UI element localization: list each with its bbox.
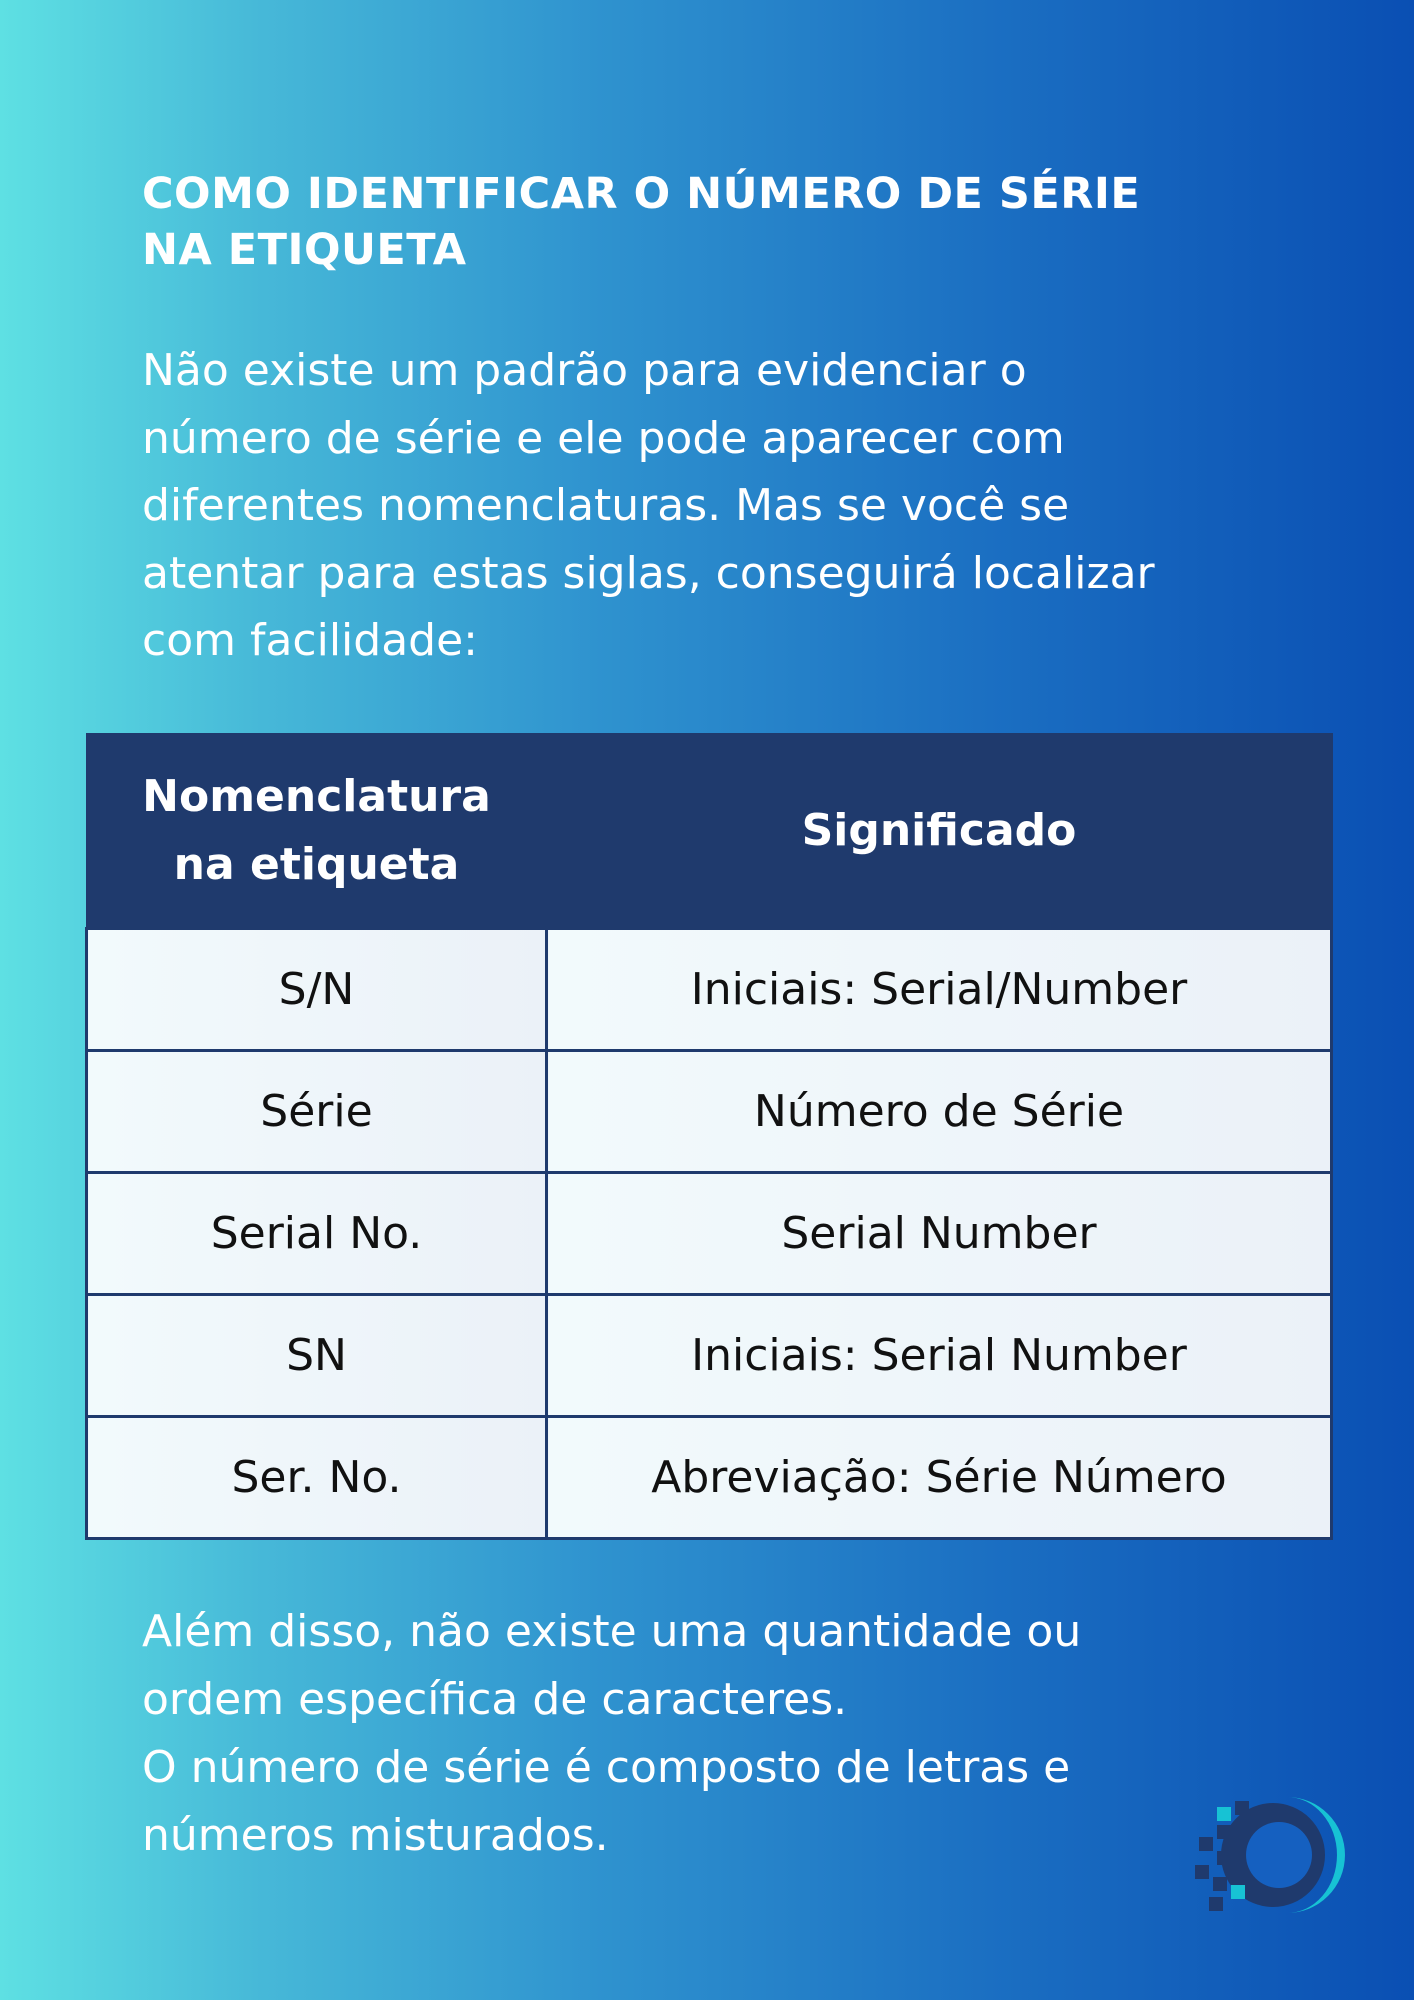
cell-meaning: Serial Number	[547, 1173, 1332, 1295]
header-meaning: Significado	[547, 734, 1332, 929]
cell-nomenclature: S/N	[87, 929, 547, 1051]
intro-paragraph: Não existe um padrão para evidenciar o número de série e ele pode aparecer com diferentes nomenclaturas. Mas se você se atentar para estas siglas, conseguirá localizar com facilidade:	[142, 345, 1155, 666]
header-nomenclature: Nomenclatura na etiqueta	[87, 734, 547, 929]
pixel-ring-logo-icon	[1195, 1793, 1350, 1918]
table-header-row	[87, 734, 1332, 929]
cell-nomenclature: Série	[87, 1051, 547, 1173]
nomenclature-table	[85, 733, 1333, 1540]
page-title: COMO IDENTIFICAR O NÚMERO DE SÉRIE NA ETIQUETA	[142, 169, 1141, 275]
cell-meaning: Iniciais: Serial Number	[547, 1295, 1332, 1417]
cell-nomenclature: SN	[87, 1295, 547, 1417]
table-row	[87, 1173, 1332, 1295]
table-row	[87, 1051, 1332, 1173]
cell-meaning: Iniciais: Serial/Number	[547, 929, 1332, 1051]
table-row	[87, 1417, 1332, 1539]
table-row	[87, 929, 1332, 1051]
cell-nomenclature: Serial No.	[87, 1173, 547, 1295]
cell-meaning: Número de Série	[547, 1051, 1332, 1173]
outro-paragraph: Além disso, não existe uma quantidade ou ordem específica de caracteres. O número de série é composto de letras e números misturados.	[142, 1606, 1082, 1861]
cell-meaning: Abreviação: Série Número	[547, 1417, 1332, 1539]
table-row	[87, 1295, 1332, 1417]
cell-nomenclature: Ser. No.	[87, 1417, 547, 1539]
